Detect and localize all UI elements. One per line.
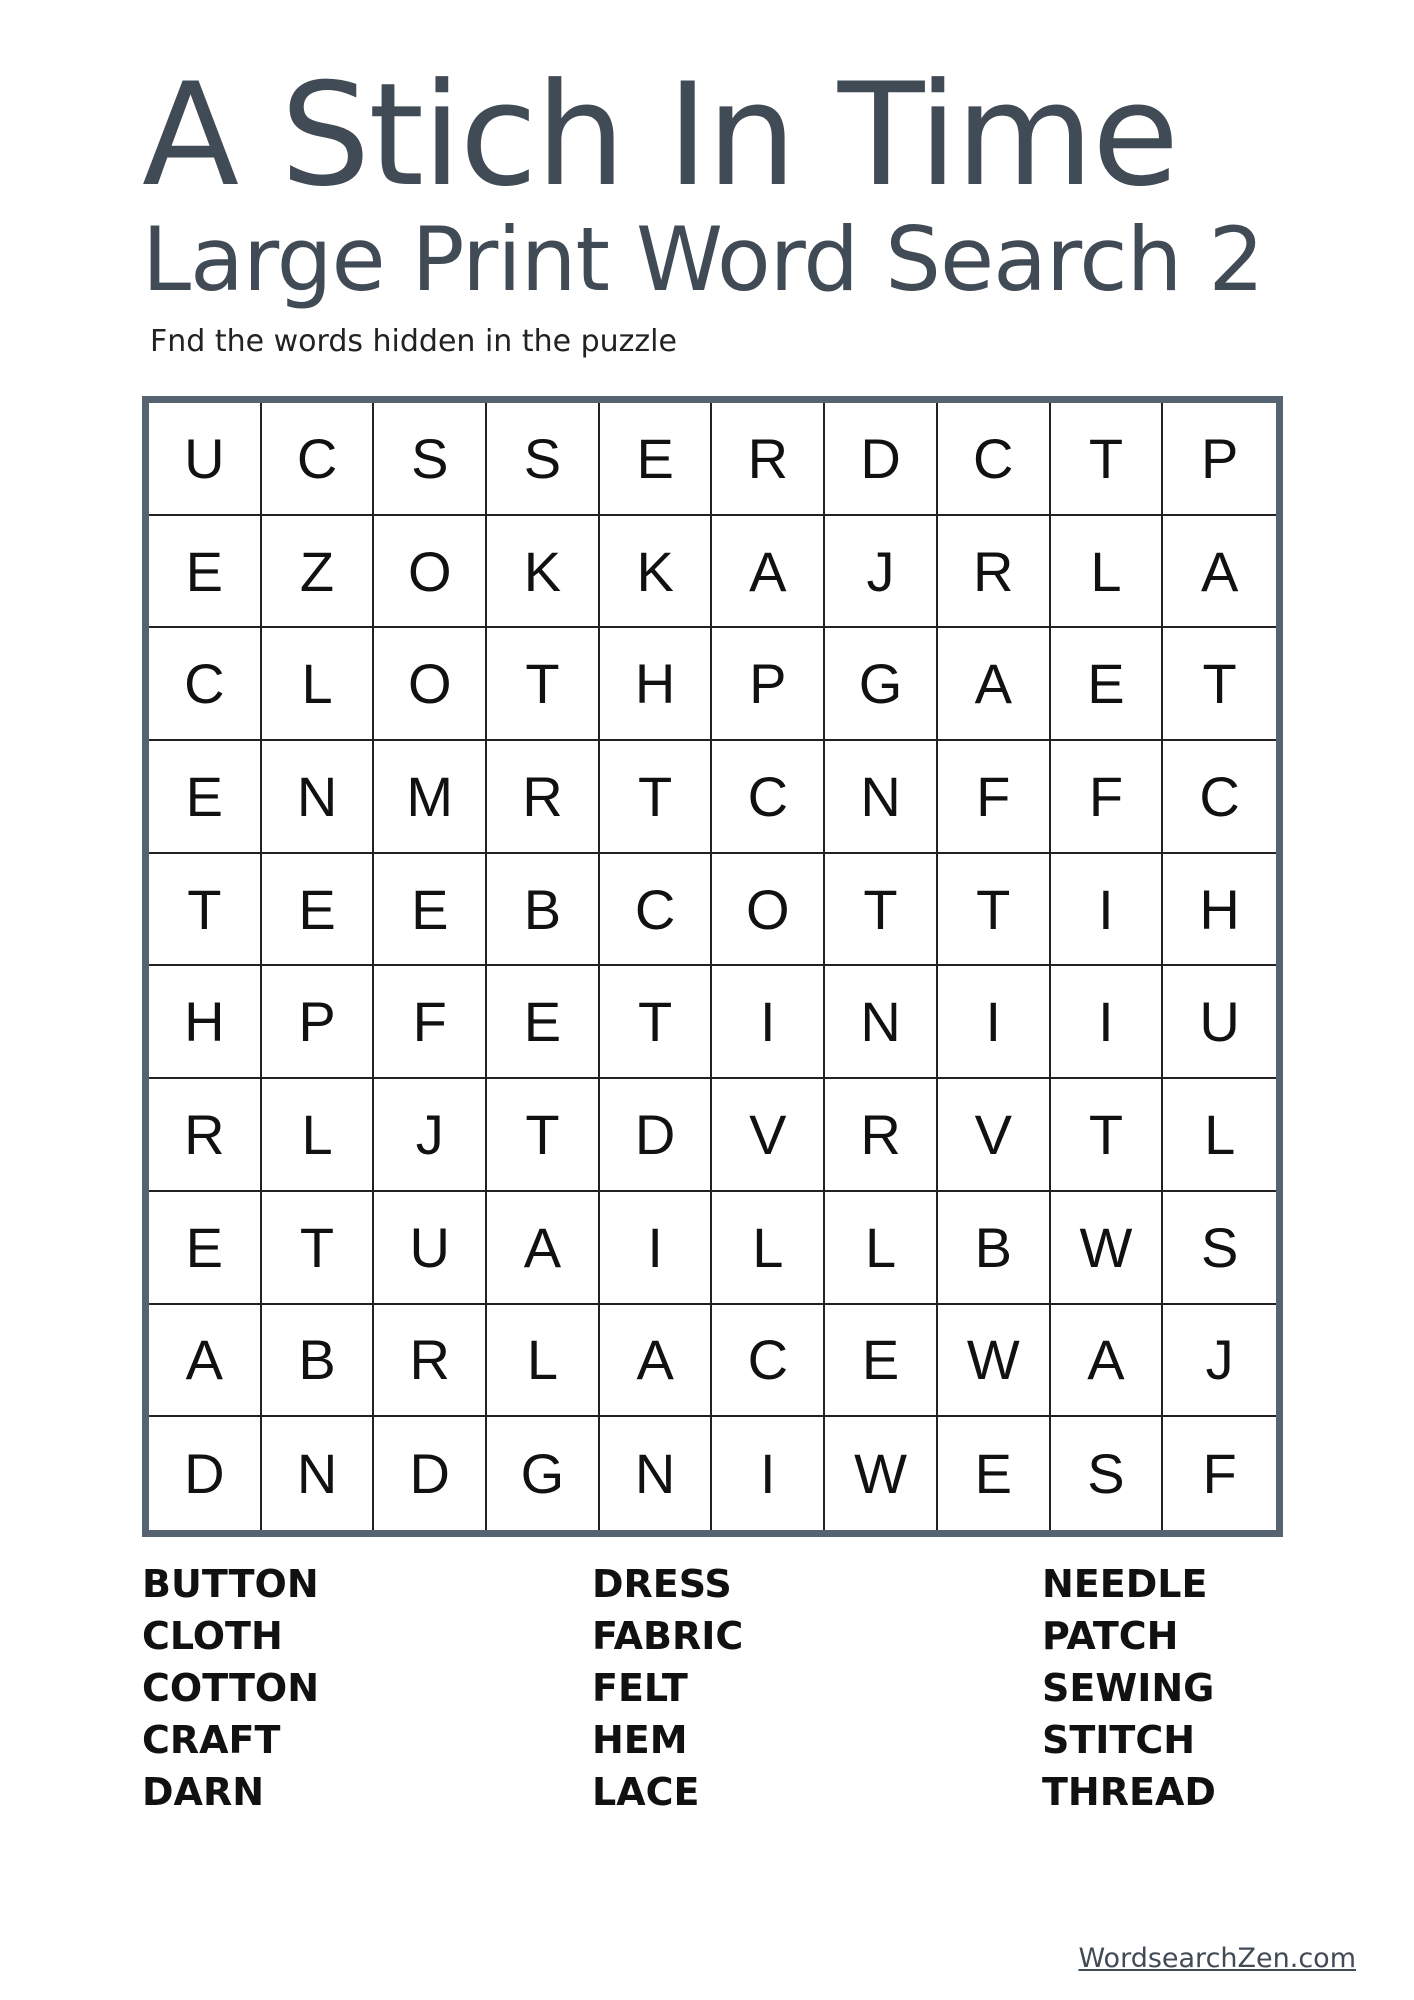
grid-cell[interactable]: I bbox=[1051, 966, 1164, 1079]
grid-cell[interactable]: I bbox=[938, 966, 1051, 1079]
grid-cell[interactable]: B bbox=[938, 1192, 1051, 1305]
grid-cell[interactable]: C bbox=[262, 403, 375, 516]
grid-cell[interactable]: J bbox=[825, 516, 938, 629]
grid-cell[interactable]: N bbox=[262, 741, 375, 854]
word-list-item: PATCH bbox=[1042, 1614, 1179, 1658]
word-list-item: FABRIC bbox=[592, 1614, 744, 1658]
grid-cell[interactable]: N bbox=[600, 1417, 713, 1530]
word-list-item: FELT bbox=[592, 1666, 688, 1710]
page-subtitle: Large Print Word Search 2 bbox=[142, 208, 1264, 311]
grid-cell[interactable]: J bbox=[374, 1079, 487, 1192]
grid-cell[interactable]: N bbox=[825, 966, 938, 1079]
grid-cell[interactable]: J bbox=[1163, 1305, 1276, 1418]
grid-cell[interactable]: H bbox=[600, 628, 713, 741]
grid-cell[interactable]: B bbox=[262, 1305, 375, 1418]
grid-cell[interactable]: D bbox=[374, 1417, 487, 1530]
grid-cell[interactable]: F bbox=[1202, 1442, 1237, 1506]
grid-cell[interactable]: A bbox=[1051, 1305, 1164, 1418]
grid-cell[interactable]: L bbox=[825, 1192, 938, 1305]
grid-cell[interactable]: C bbox=[712, 1305, 825, 1418]
grid-cell[interactable]: E bbox=[825, 1305, 938, 1418]
grid-cell[interactable]: E bbox=[1051, 628, 1164, 741]
grid-cell[interactable]: C bbox=[1163, 741, 1276, 854]
word-list-item: HEM bbox=[592, 1718, 688, 1762]
grid-cell[interactable]: F bbox=[938, 741, 1051, 854]
grid-cell[interactable]: E bbox=[938, 1417, 1051, 1530]
grid-cell[interactable]: L bbox=[1163, 1079, 1276, 1192]
grid-cell[interactable]: O bbox=[374, 628, 487, 741]
grid-cell[interactable]: A bbox=[600, 1305, 713, 1418]
grid-cell[interactable]: T bbox=[938, 854, 1051, 967]
grid-cell[interactable]: P bbox=[1163, 403, 1276, 516]
grid-cell[interactable]: G bbox=[825, 628, 938, 741]
grid-cell[interactable]: E bbox=[262, 854, 375, 967]
grid-cell[interactable]: C bbox=[600, 854, 713, 967]
grid-cell[interactable]: K bbox=[487, 516, 600, 629]
instructions-text: Fnd the words hidden in the puzzle bbox=[150, 324, 677, 359]
word-list-item: LACE bbox=[592, 1770, 700, 1814]
grid-cell[interactable]: S bbox=[374, 403, 487, 516]
page-title: A Stich In Time bbox=[142, 53, 1178, 218]
word-list-column-2 bbox=[592, 1558, 743, 1818]
grid-cell[interactable]: W bbox=[825, 1417, 938, 1530]
grid-cell[interactable]: S bbox=[1051, 1417, 1164, 1530]
grid-cell[interactable]: T bbox=[600, 741, 713, 854]
grid-cell[interactable]: I bbox=[600, 1192, 713, 1305]
grid-cell[interactable]: M bbox=[374, 741, 487, 854]
grid-cell[interactable]: Z bbox=[262, 516, 375, 629]
grid-cell[interactable]: T bbox=[487, 1079, 600, 1192]
word-list-item: THREAD bbox=[1042, 1770, 1216, 1814]
grid-cell[interactable]: R bbox=[712, 403, 825, 516]
grid-cell[interactable]: A bbox=[712, 516, 825, 629]
grid-cell[interactable]: E bbox=[487, 966, 600, 1079]
grid-cell[interactable]: E bbox=[149, 516, 262, 629]
site-link[interactable]: WordsearchZen.com bbox=[1078, 1943, 1356, 1974]
grid-cell[interactable]: I bbox=[1051, 854, 1164, 967]
grid-cell[interactable]: F bbox=[1051, 741, 1164, 854]
grid-cell[interactable]: L bbox=[262, 628, 375, 741]
word-list-item: CRAFT bbox=[142, 1718, 281, 1762]
grid-cell[interactable]: T bbox=[262, 1192, 375, 1305]
grid-cell[interactable]: E bbox=[149, 741, 262, 854]
grid-cell[interactable]: N bbox=[262, 1417, 375, 1530]
grid-cell[interactable]: R bbox=[149, 1079, 262, 1192]
word-search-grid bbox=[142, 396, 1283, 1537]
word-list-item: STITCH bbox=[1042, 1718, 1196, 1762]
grid-cell[interactable]: O bbox=[712, 854, 825, 967]
grid-cell[interactable]: A bbox=[938, 628, 1051, 741]
grid-cell[interactable]: T bbox=[149, 854, 262, 967]
grid-cell[interactable]: H bbox=[149, 966, 262, 1079]
grid-cell[interactable]: C bbox=[149, 628, 262, 741]
grid-cell[interactable]: U bbox=[149, 403, 262, 516]
word-list-item: COTTON bbox=[142, 1666, 320, 1710]
word-list-column-1 bbox=[142, 1558, 319, 1818]
word-list-item: SEWING bbox=[1042, 1666, 1215, 1710]
grid-cell[interactable]: A bbox=[487, 1192, 600, 1305]
grid-cell[interactable]: I bbox=[712, 966, 825, 1079]
grid-cell[interactable]: P bbox=[262, 966, 375, 1079]
grid-cell[interactable]: S bbox=[487, 403, 600, 516]
word-list-item: NEEDLE bbox=[1042, 1562, 1208, 1606]
grid-cell[interactable]: A bbox=[1163, 516, 1276, 629]
grid-cell[interactable]: C bbox=[712, 741, 825, 854]
grid-cell[interactable]: W bbox=[938, 1305, 1051, 1418]
grid-cell[interactable]: T bbox=[1163, 628, 1276, 741]
grid-cell[interactable]: R bbox=[938, 516, 1051, 629]
grid-cell[interactable]: T bbox=[487, 628, 600, 741]
grid-cell[interactable]: T bbox=[1051, 403, 1164, 516]
grid-cell[interactable]: T bbox=[600, 966, 713, 1079]
grid-cell[interactable]: R bbox=[825, 1079, 938, 1192]
grid-cell[interactable]: U bbox=[374, 1192, 487, 1305]
grid-cell[interactable]: B bbox=[487, 854, 600, 967]
grid-cell[interactable]: L bbox=[1051, 516, 1164, 629]
word-list-column-3 bbox=[1042, 1558, 1216, 1818]
grid-cell[interactable]: O bbox=[374, 516, 487, 629]
grid-cell[interactable]: T bbox=[1051, 1079, 1164, 1192]
grid-cell[interactable]: T bbox=[825, 854, 938, 967]
grid-cell[interactable]: E bbox=[600, 403, 713, 516]
word-list-item: DRESS bbox=[592, 1562, 732, 1606]
grid-cell[interactable]: V bbox=[938, 1079, 1051, 1192]
grid-cell[interactable]: L bbox=[262, 1079, 375, 1192]
word-list-item: BUTTON bbox=[142, 1562, 319, 1606]
grid-cell[interactable]: E bbox=[149, 1192, 262, 1305]
grid-cell[interactable]: U bbox=[1163, 966, 1276, 1079]
grid-cell[interactable]: C bbox=[938, 403, 1051, 516]
grid-cell[interactable]: K bbox=[600, 516, 713, 629]
grid-cell[interactable]: E bbox=[374, 854, 487, 967]
grid-cell[interactable]: W bbox=[1051, 1192, 1164, 1305]
grid-cell[interactable]: R bbox=[487, 741, 600, 854]
grid-cell[interactable]: A bbox=[149, 1305, 262, 1418]
grid-cell[interactable]: L bbox=[487, 1305, 600, 1418]
grid-cell[interactable]: G bbox=[487, 1417, 600, 1530]
word-list-item: DARN bbox=[142, 1770, 265, 1814]
word-list-item: CLOTH bbox=[142, 1614, 283, 1658]
grid-cell[interactable]: D bbox=[600, 1079, 713, 1192]
grid-cell[interactable]: H bbox=[1163, 854, 1276, 967]
grid-cell[interactable]: P bbox=[712, 628, 825, 741]
grid-cell[interactable]: R bbox=[374, 1305, 487, 1418]
grid-cell[interactable]: D bbox=[149, 1417, 262, 1530]
grid-cell[interactable]: N bbox=[825, 741, 938, 854]
grid-cell[interactable]: S bbox=[1163, 1192, 1276, 1305]
grid-cell[interactable]: F bbox=[374, 966, 487, 1079]
grid-cell[interactable]: V bbox=[712, 1079, 825, 1192]
grid-cell[interactable]: L bbox=[712, 1192, 825, 1305]
grid-cell[interactable]: I bbox=[712, 1417, 825, 1530]
grid-cell[interactable]: D bbox=[825, 403, 938, 516]
